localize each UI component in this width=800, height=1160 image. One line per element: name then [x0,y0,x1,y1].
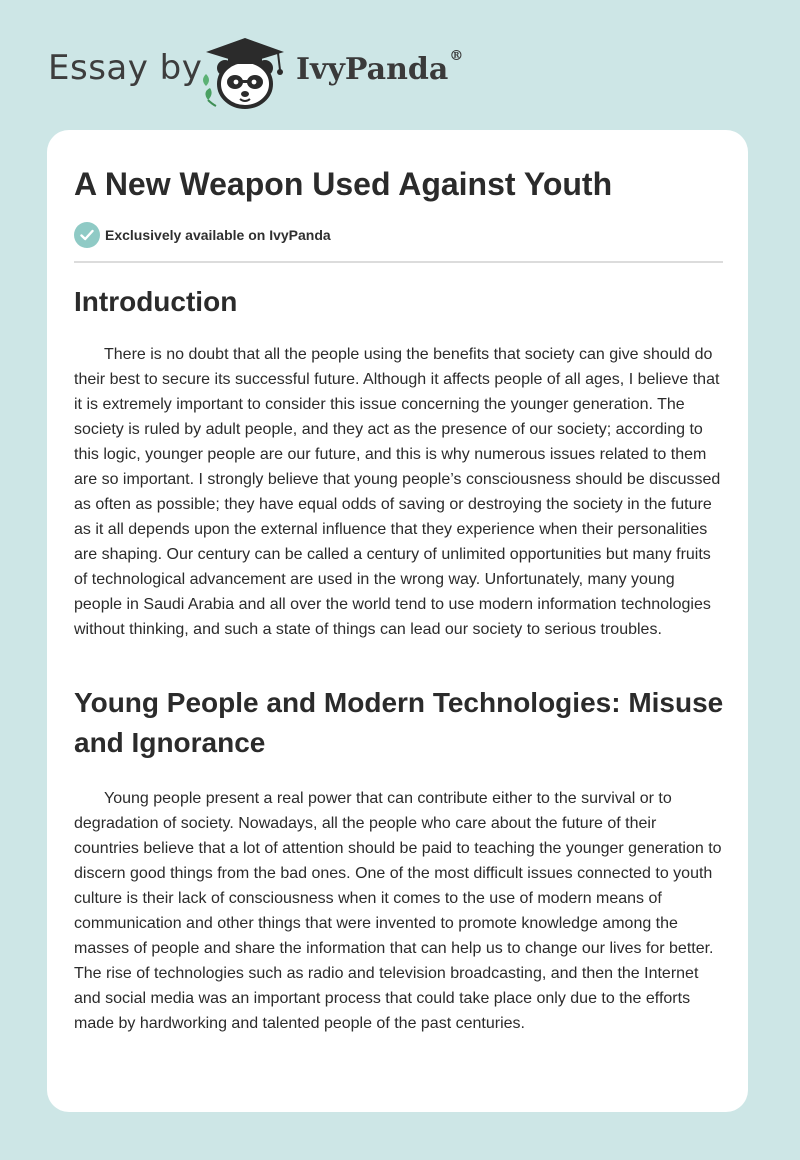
section-heading-young-people: Young People and Modern Technologies: Misuse and Ignorance [74,687,724,758]
title-divider [74,261,723,263]
paragraph-introduction: There is no doubt that all the people using the benefits that society can give should do their best to secure its successful future. Although it affects people of all ages, I believe that it is extremely important to consider this issue concerning the younger generation. The society is ruled by adult people, and they act as the presence of our society; according to this logic, younger people are our future, and this is why numerous issues related to them are so important. I strongly believe that young people’s consciousness should be discussed as often as possible; they have equal odds of saving or destroying the society in the future as it all depends upon the external influence that they experience when their personalities are shaping. Our century can be called a century of unlimited opportunities but many fruits of technological advancement are used in the wrong way. Unfortunately, many young people in Saudi Arabia and all over the world tend to use modern information technologies without thinking, and such a state of things can lead our society to serious troubles. [74,346,721,638]
section-young-people [74,786,724,1036]
registered-mark: ® [449,48,464,64]
brand-name [296,48,464,87]
checkmark-icon [74,222,100,248]
essay-card [47,130,748,1112]
section-introduction [74,342,724,642]
site-header [0,0,800,130]
paragraph-young-people: Young people present a real power that can contribute either to the survival or to degradation of society. Nowadays, all the people who care about the future of their countries believe that a lot of attention should be paid to teaching the younger generation to discern good things from the bad ones. One of the most difficult issues connected to youth culture is their lack of consciousness when it comes to the use of modern means of communication and other things that were invented to promote knowledge among the masses of people and share the information that can help us to change our lives for better. The rise of technologies such as radio and television broadcasting, and then the Internet and social media was an important process that could take place only due to the efforts made by hardworking and talented people of the past centuries. [74,790,722,1032]
page-title: A New Weapon Used Against Youth [74,166,613,202]
exclusive-badge [74,222,331,248]
panda-logo-icon[interactable] [198,34,294,110]
brand-name-text: IvyPanda [296,52,449,87]
essay-by-label: Essay by [48,48,203,88]
section-heading-introduction: Introduction [74,286,238,317]
exclusive-badge-label: Exclusively available on IvyPanda [105,227,331,243]
